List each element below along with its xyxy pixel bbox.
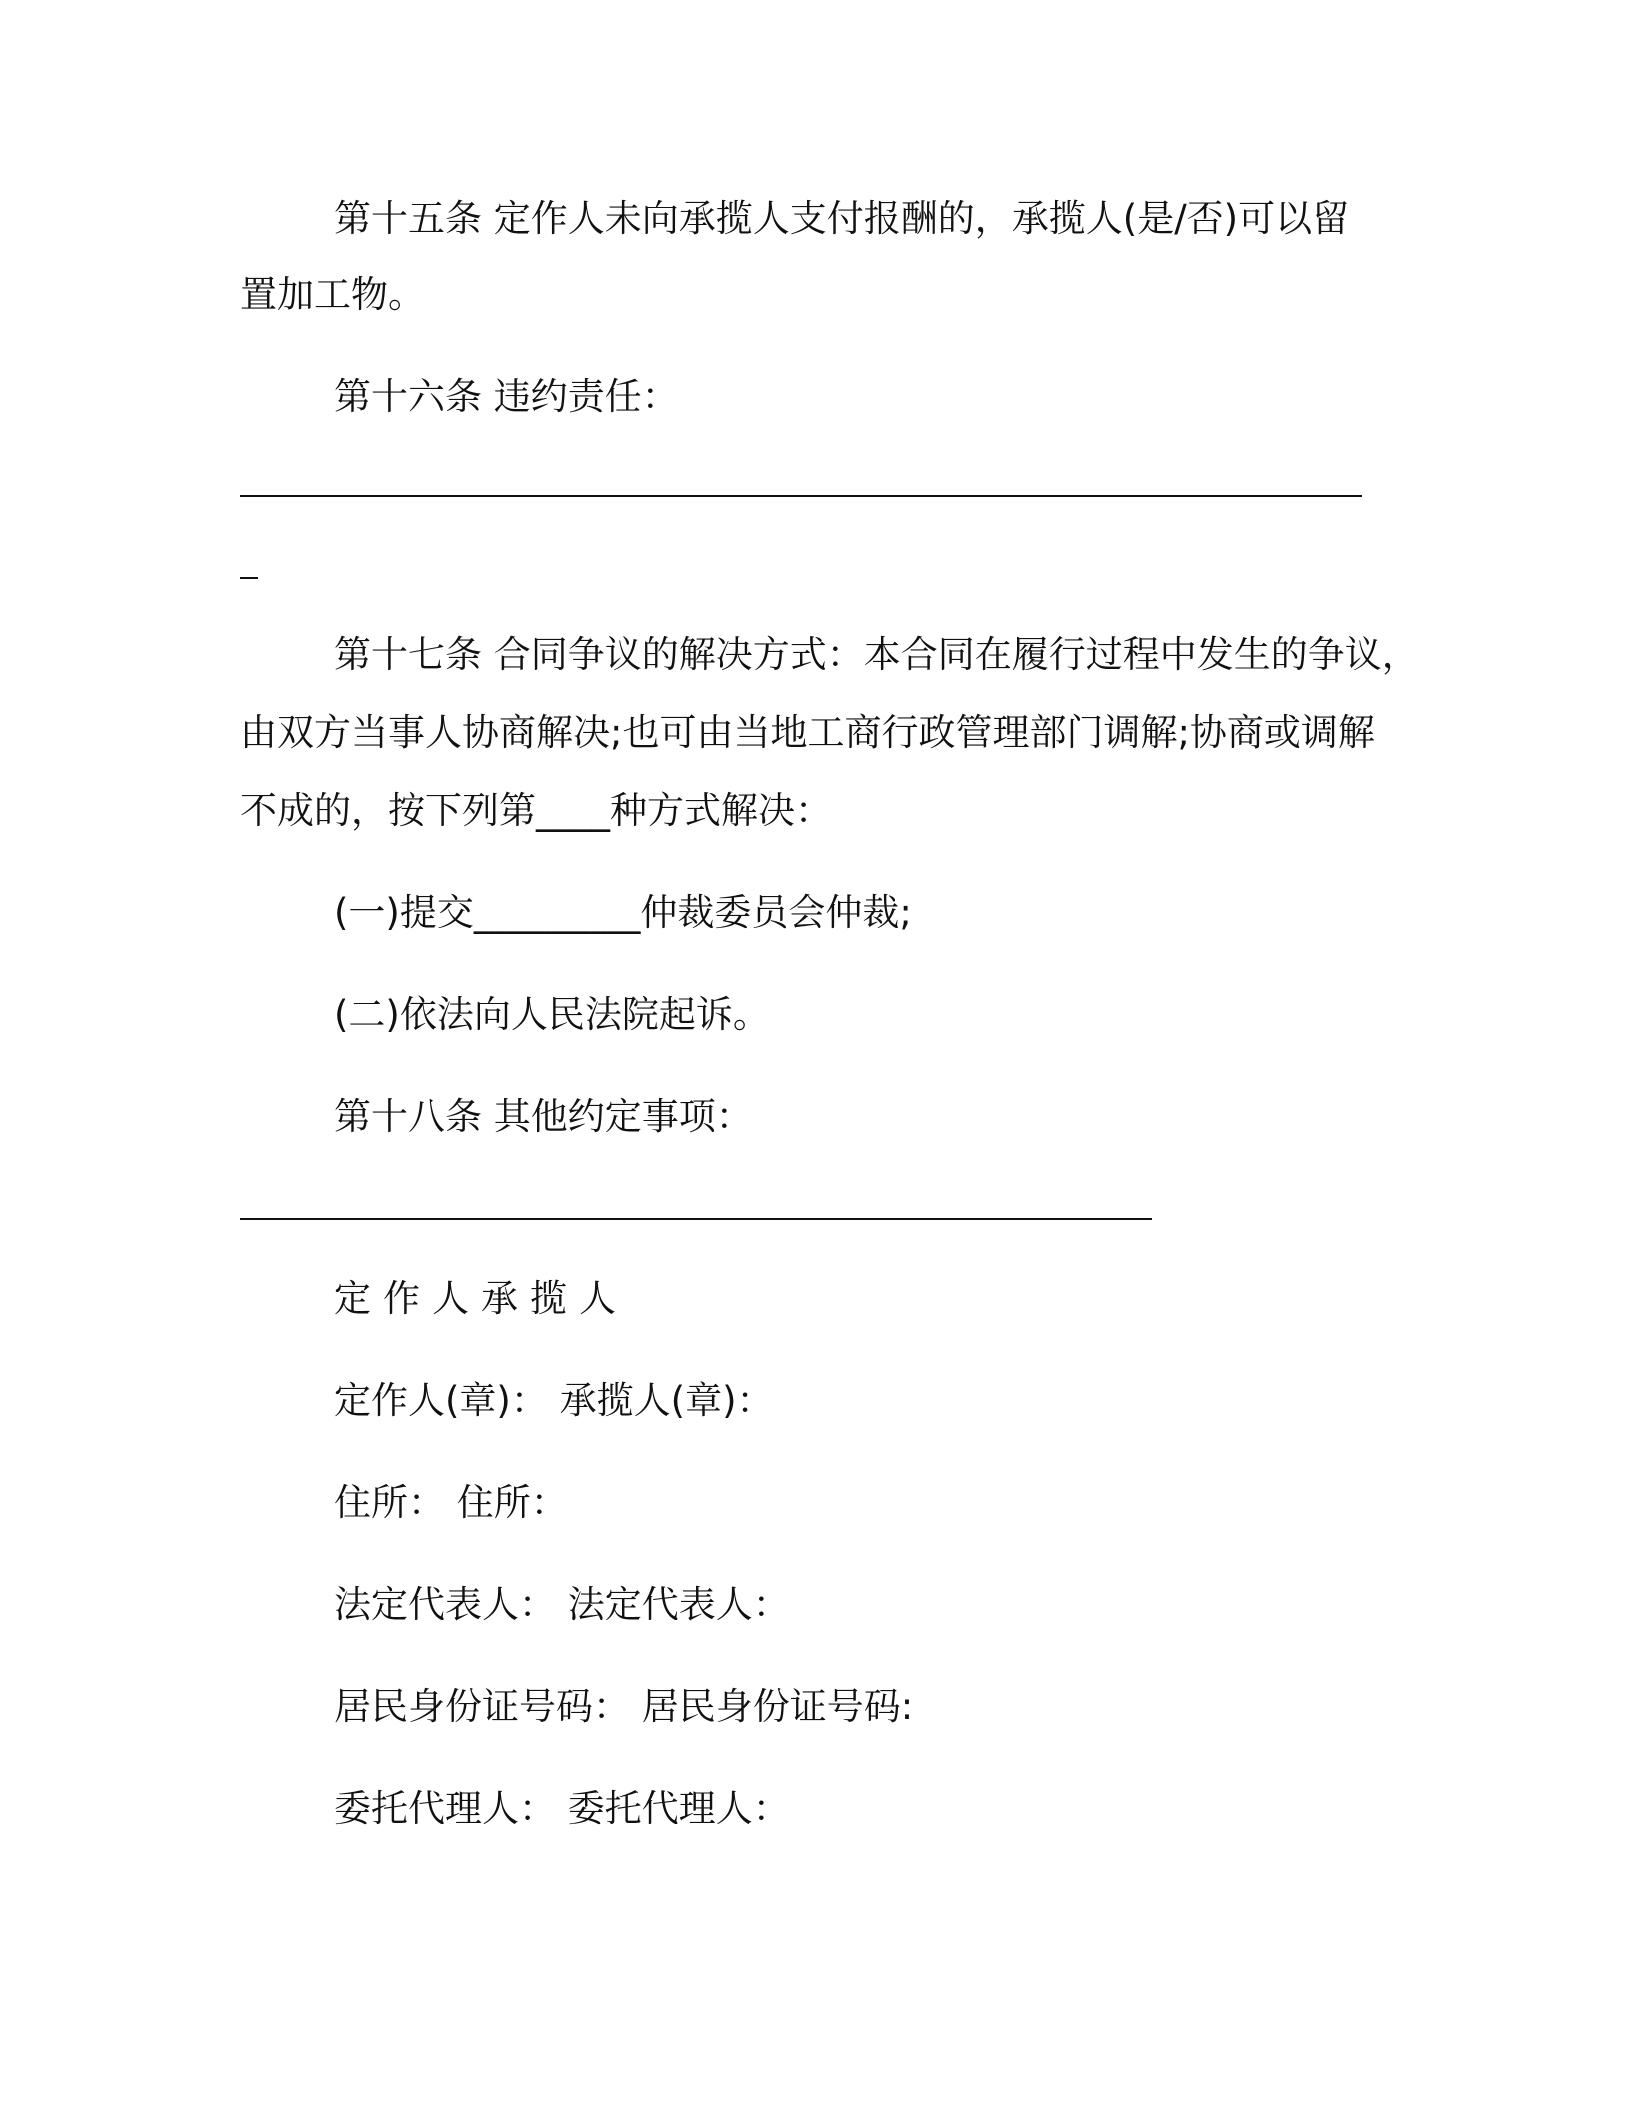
article-17-option-2: (二)依法向人民法院起诉。 [334, 993, 770, 1036]
signature-id-number: 居民身份证号码： 居民身份证号码: [334, 1685, 914, 1728]
article-15-line-2: 置加工物。 [240, 273, 425, 316]
signature-parties: 定作人承揽人 [334, 1277, 628, 1320]
article-17-line-1: 第十七条 合同争议的解决方式：本合同在履行过程中发生的争议， [334, 633, 1419, 676]
article-17-line-2: 由双方当事人协商解决;也可由当地工商行政管理部门调解;协商或调解 [240, 711, 1375, 754]
article-16-blank-line-tail [240, 577, 258, 579]
article-15-line-1: 第十五条 定作人未向承揽人支付报酬的，承揽人(是/否)可以留 [334, 197, 1350, 240]
article-18-blank-line [240, 1218, 1152, 1220]
signature-agent: 委托代理人： 委托代理人： [334, 1787, 790, 1830]
signature-address: 住所： 住所： [334, 1481, 568, 1524]
signature-seal: 定作人(章)： 承揽人(章)： [334, 1379, 774, 1422]
article-18-heading: 第十八条 其他约定事项： [334, 1095, 753, 1138]
article-17-line-3: 不成的，按下列第____种方式解决： [240, 789, 832, 832]
article-16-heading: 第十六条 违约责任： [334, 375, 679, 418]
article-16-blank-line [240, 495, 1362, 497]
article-17-option-1: (一)提交_________仲裁委员会仲裁; [334, 891, 912, 934]
signature-legal-rep: 法定代表人： 法定代表人： [334, 1583, 790, 1626]
